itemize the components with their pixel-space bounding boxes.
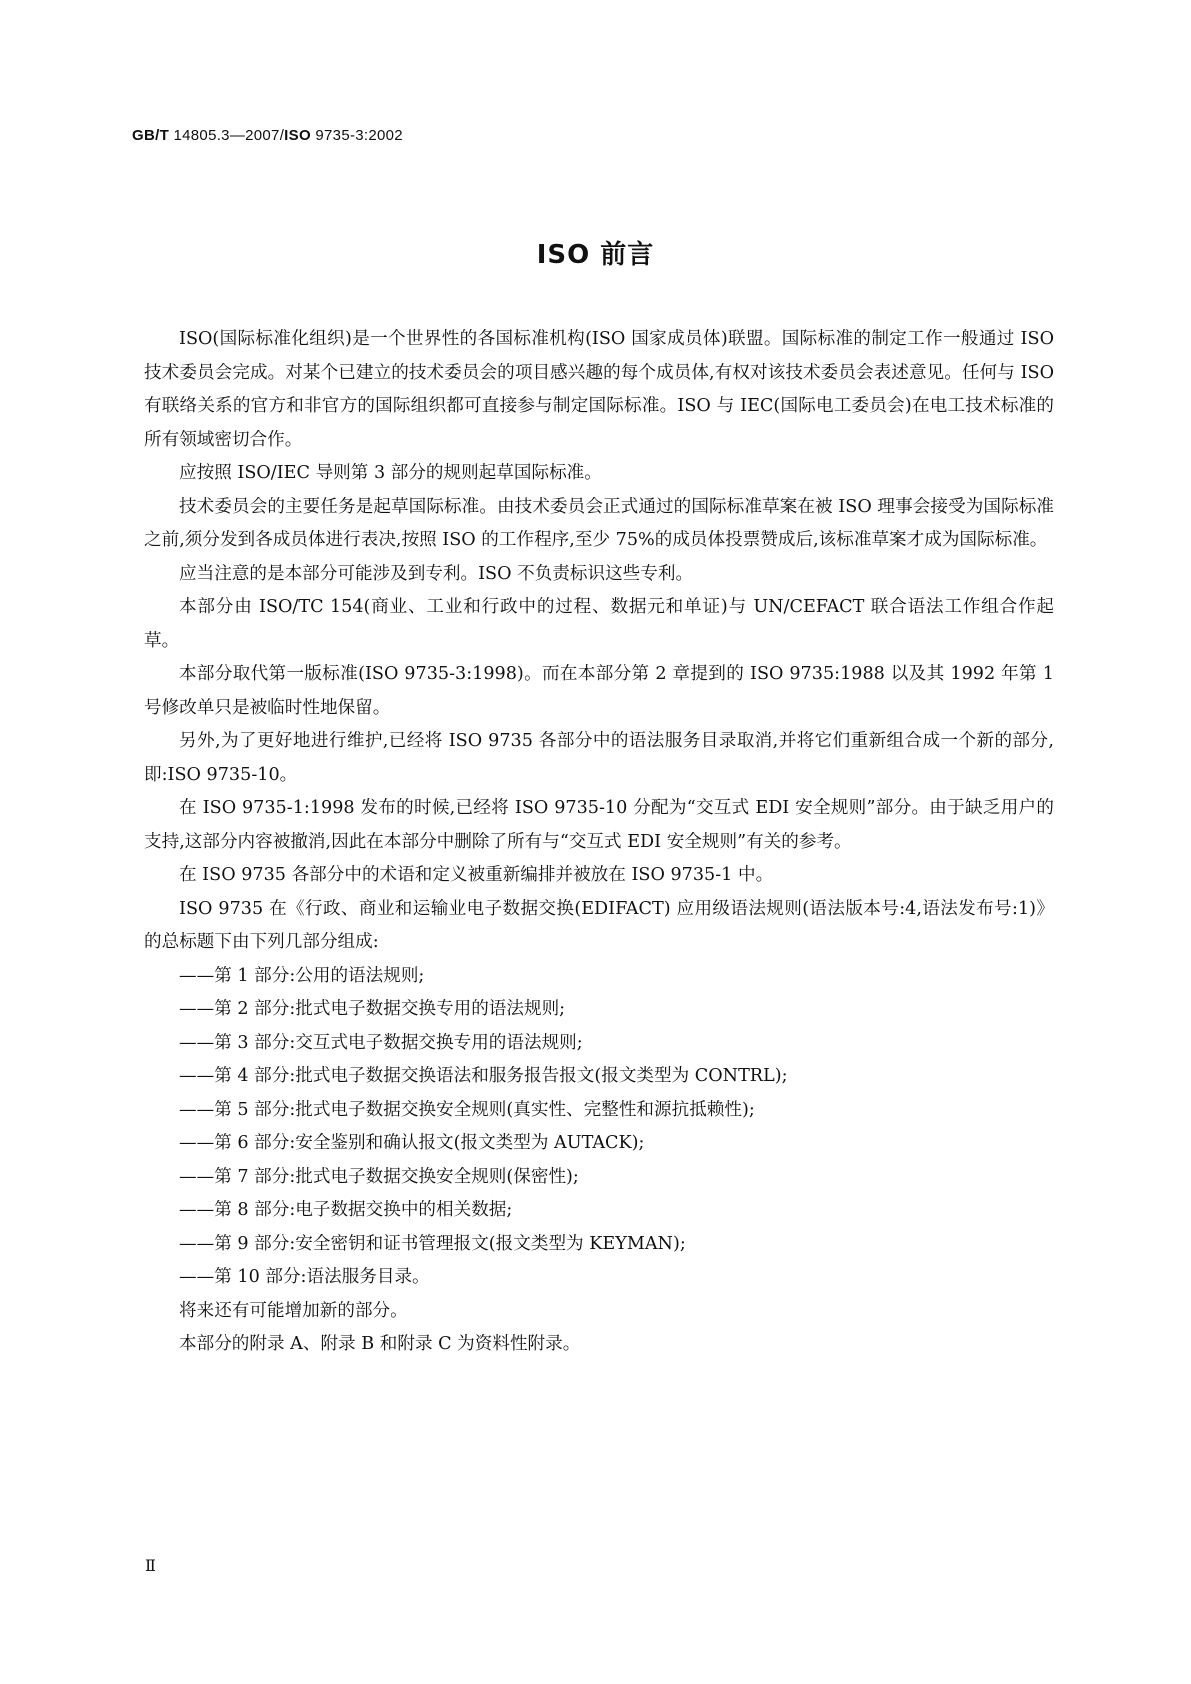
paragraph-patents: 应当注意的是本部分可能涉及到专利。ISO 不负责标识这些专利。 [179,563,694,584]
list-item: ——第 7 部分:批式电子数据交换安全规则(保密性); [179,1166,579,1187]
list-item: ——第 2 部分:批式电子数据交换专用的语法规则; [179,999,566,1019]
list-item: ——第 1 部分:公用的语法规则; [179,965,425,986]
paragraph-parts-intro: ISO 9735 在《行政、商业和运输业电子数据交换(EDIFACT) 应用级语法规则(语法版本号:4,语法发布号:1)》的总标题下由下列几部分组成: [144,898,1054,952]
paragraph-annexes: 本部分的附录 A、附录 B 和附录 C 为资料性附录。 [179,1334,581,1354]
paragraph-drafting-rules: 应按照 ISO/IEC 导则第 3 部分的规则起草国际标准。 [179,463,602,483]
paragraph-future-parts: 将来还有可能增加新的部分。 [179,1300,408,1321]
standard-code-iso: ISO [284,127,311,144]
list-item: ——第 8 部分:电子数据交换中的相关数据; [179,1200,513,1220]
paragraph-prepared-by: 本部分由 ISO/TC 154(商业、工业和行政中的过程、数据元和单证)与 UN/CEFACT 联合语法工作组合作起草。 [144,597,1054,651]
list-item: ——第 9 部分:安全密钥和证书管理报文(报文类型为 KEYMAN); [179,1233,686,1254]
list-item: ——第 5 部分:批式电子数据交换安全规则(真实性、完整性和源抗抵赖性); [179,1099,755,1120]
page-title: ISO 前言 [536,240,655,270]
paragraph-committee-task: 技术委员会的主要任务是起草国际标准。由技术委员会正式通过的国际标准草案在被 ISO 理事会接受为国际标准之前,须分发到各成员体进行表决,按照 ISO 的工作程序,至少 75%的成员体投票赞成后,该标准草案才成为国际标准。 [144,496,1054,550]
list-item: ——第 6 部分:安全鉴别和确认报文(报文类型为 AUTACK); [179,1133,645,1153]
paragraph-iso-intro: ISO(国际标准化组织)是一个世界性的各国标准机构(ISO 国家成员体)联盟。国际标准的制定工作一般通过 ISO 技术委员会完成。对某个已建立的技术委员会的项目感兴趣的每个成员体,有权对该技术委员会表述意见。任何与 ISO 有联络关系的官方和非官方的国际组织都可直接参与制定国际标准。ISO 与 IEC(国际电工委员会)在电工技术标准的所有领域密切合作。 [144,329,1054,450]
paragraph-interactive-security: 在 ISO 9735-1:1998 发布的时候,已经将 ISO 9735-10 分配为“交互式 EDI 安全规则”部分。由于缺乏用户的支持,这部分内容被撤消,因此在本部分中删除了所有与“交互式 EDI 安全规则”有关的参考。 [144,798,1054,852]
standard-code [132,127,403,144]
paragraph-terms: 在 ISO 9735 各部分中的术语和定义被重新编排并被放在 ISO 9735-1 中。 [179,865,774,885]
paragraph-maintenance: 另外,为了更好地进行维护,已经将 ISO 9735 各部分中的语法服务目录取消,并将它们重新组合成一个新的部分,即:ISO 9735-10。 [144,731,1054,785]
page-number: Ⅱ [145,1556,156,1575]
list-item: ——第 3 部分:交互式电子数据交换专用的语法规则; [179,1032,583,1053]
standard-code-prefix: GB/T [132,127,170,144]
standard-code-number: 14805.3—2007/ [169,127,285,144]
list-item: ——第 4 部分:批式电子数据交换语法和服务报告报文(报文类型为 CONTRL); [179,1066,788,1086]
parts-list [144,960,1054,1295]
foreword-body [144,323,1054,1362]
paragraph-replaces: 本部分取代第一版标准(ISO 9735-3:1998)。而在本部分第 2 章提到的 ISO 9735:1988 以及其 1992 年第 1 号修改单只是被临时性地保留。 [144,664,1054,718]
list-item: ——第 10 部分:语法服务目录。 [179,1267,430,1287]
standard-code-iso-number: 9735-3:2002 [310,127,403,144]
